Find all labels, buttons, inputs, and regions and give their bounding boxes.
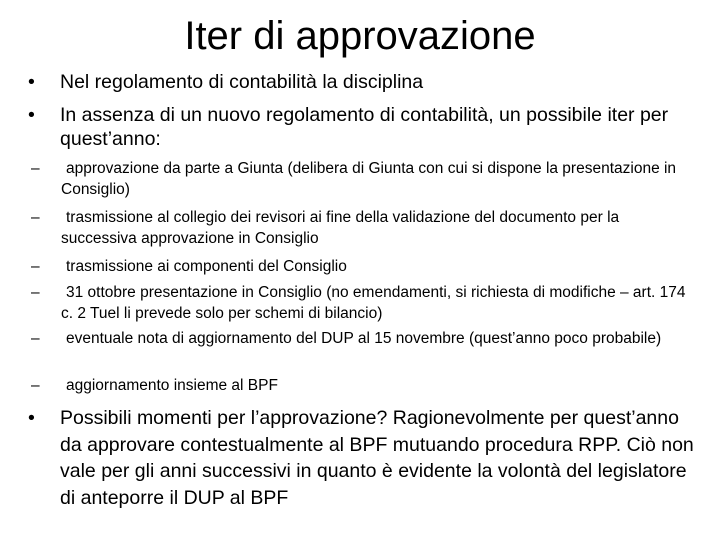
slide-title: Iter di approvazione	[184, 14, 536, 58]
sub-item	[31, 158, 691, 200]
bullet-item	[28, 70, 698, 94]
bullet-marker: •	[28, 104, 35, 126]
sub-item	[31, 328, 691, 349]
bullet-text: Possibili momenti per l’approvazione? Ragionevolmente per quest’anno da approvare contestualmente al BPF mutuando procedura RPP. Ciò non vale per gli anni successivi in quanto è evidente la volontà del legislatore di anteporre il DUP al BPF	[60, 407, 694, 509]
dash-marker: –	[31, 209, 40, 226]
dash-marker: –	[31, 160, 40, 177]
dash-marker: –	[31, 284, 40, 301]
sub-item	[31, 375, 691, 396]
sub-item-text: aggiornamento insieme al BPF	[66, 377, 278, 394]
bullet-marker: •	[28, 71, 35, 93]
sub-item-text: trasmissione ai componenti del Consiglio	[66, 258, 347, 275]
sub-item-text: approvazione da parte a Giunta (delibera di Giunta con cui si dispone la presentazione in Consiglio)	[61, 160, 677, 198]
sub-item-text: 31 ottobre presentazione in Consiglio (no emendamenti, si richiesta di modifiche – art. 174 c. 2 Tuel li prevede solo per schemi di bilancio)	[61, 284, 686, 322]
dash-marker: –	[31, 330, 40, 347]
bullet-marker: •	[28, 407, 35, 429]
dash-marker: –	[31, 377, 40, 394]
bullet-text: Nel regolamento di contabilità la disciplina	[60, 71, 424, 93]
sub-item	[31, 256, 691, 277]
sub-item-text: trasmissione al collegio dei revisori ai fine della validazione del documento per la successiva approvazione in Consiglio	[61, 209, 620, 247]
sub-item	[31, 282, 691, 324]
sub-item-text: eventuale nota di aggiornamento del DUP al 15 novembre (quest’anno poco probabile)	[66, 330, 662, 347]
dash-marker: –	[31, 258, 40, 275]
bullet-text: In assenza di un nuovo regolamento di contabilità, un possibile iter per quest’anno:	[60, 104, 669, 150]
sub-item	[31, 207, 691, 249]
bullet-item	[28, 103, 698, 151]
bullet-item	[28, 405, 698, 511]
